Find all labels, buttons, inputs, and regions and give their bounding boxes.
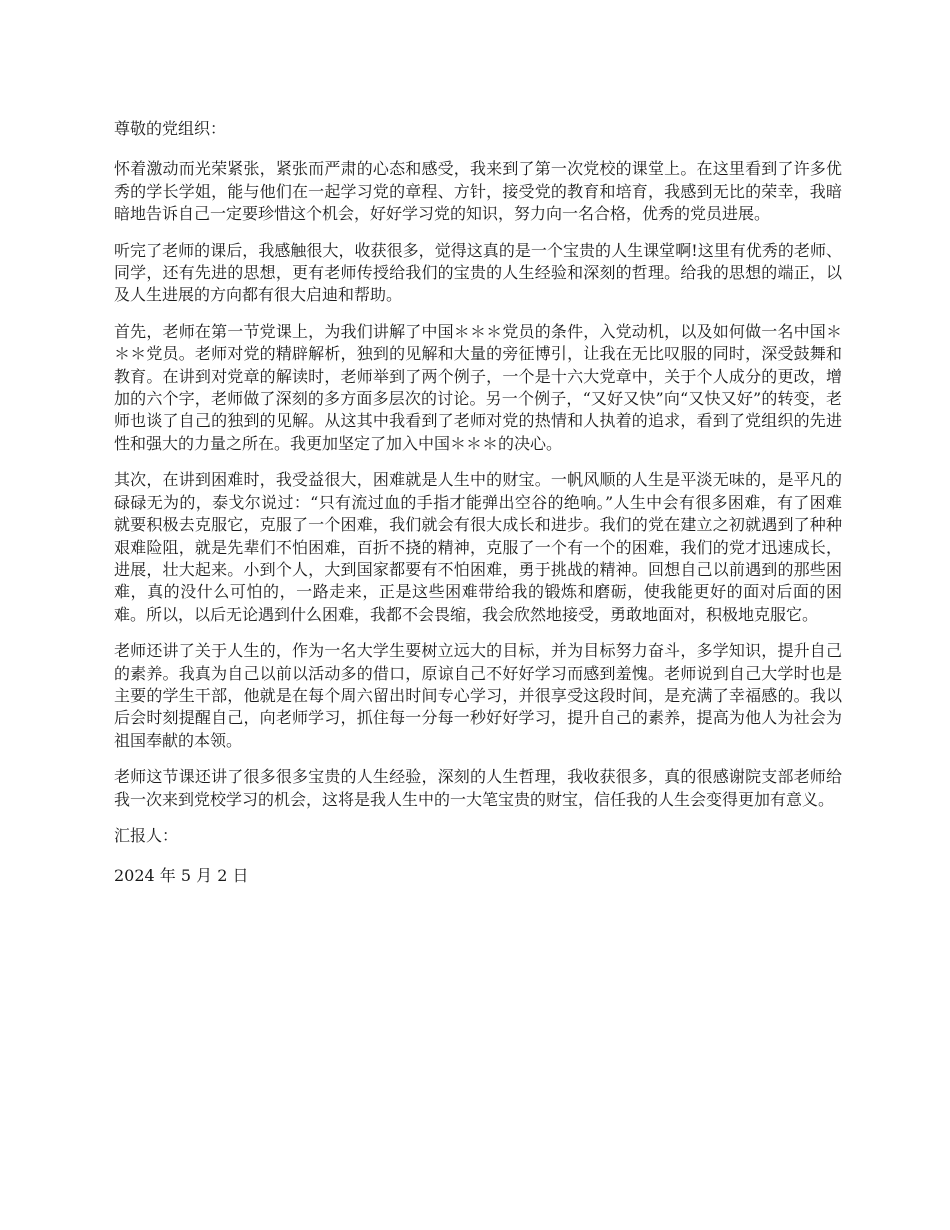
paragraph-5: 老师还讲了关于人生的，作为一名大学生要树立远大的目标，并为目标努力奋斗，多学知识，提升自己的素养。我真为自己以前以活动多的借口，原谅自己不好好学习而感到羞愧。老师说到自己大学时也是主要的学生干部，他就是在每个周六留出时间专心学习，并很享受这段时间，是充满了幸福感的。我以后会时刻提醒自己，向老师学习，抓住每一分每一秒好好学习，提升自己的素养，提高为他人为社会为祖国奉献的本领。 [114,641,842,750]
report-date: 2024 年 5 月 2 日 [114,866,249,886]
signature-label: 汇报人： [114,825,179,845]
document-page [114,118,842,902]
salutation: 尊敬的党组织： [114,119,227,138]
paragraph-6: 老师这节课还讲了很多很多宝贵的人生经验，深刻的人生哲理，我收获很多，真的很感谢院支部老师给我一次来到党校学习的机会，这将是我人生中的一大笔宝贵的财宝，信任我的人生会变得更加有意义。 [114,767,842,809]
paragraph-3: 首先，老师在第一节党课上，为我们讲解了中国＊＊＊党员的条件，入党动机，以及如何做一名中国＊＊＊党员。老师对党的精辟解析，独到的见解和大量的旁征博引，让我在无比叹服的同时，深受鼓舞和教育。在讲到对党章的解读时，老师举到了两个例子，一个是十六大党章中，关于个人成分的更改，增加的六个字，老师做了深刻的多方面多层次的讨论。另一个例子，“又好又快”向“又快又好”的转变，老师也谈了自己的独到的见解。从这其中我看到了老师对党的热情和人执着的追求，看到了党组织的先进性和强大的力量之所在。我更加坚定了加入中国＊＊＊的决心。 [114,321,842,453]
paragraph-2: 听完了老师的课后，我感触很大，收获很多，觉得这真的是一个宝贵的人生课堂啊!这里有优秀的老师、同学，还有先进的思想，更有老师传授给我们的宝贵的人生经验和深刻的哲理。给我的思想的端正，以及人生进展的方向都有很大启迪和帮助。 [114,240,842,305]
paragraph-4: 其次，在讲到困难时，我受益很大，困难就是人生中的财宝。一帆风顺的人生是平淡无味的，是平凡的碌碌无为的，泰戈尔说过：“只有流过血的手指才能弹出空谷的绝响。”人生中会有很多困难，有了困难就要积极去克服它，克服了一个困难，我们就会有很大成长和进步。我们的党在建立之初就遇到了种种艰难险阻，就是先辈们不怕困难，百折不挠的精神，克服了一个有一个的困难，我们的党才迅速成长，进展，壮大起来。小到个人，大到国家都要有不怕困难，勇于挑战的精神。回想自己以前遇到的那些困难，真的没什么可怕的，一路走来，正是这些困难带给我的锻炼和磨砺，使我能更好的面对后面的困难。所以，以后无论遇到什么困难，我都不会畏缩，我会欣然地接受，勇敢地面对，积极地克服它。 [114,470,842,624]
paragraph-1: 怀着激动而光荣紧张，紧张而严肃的心态和感受，我来到了第一次党校的课堂上。在这里看到了许多优秀的学长学姐，能与他们在一起学习党的章程、方针，接受党的教育和培育，我感到无比的荣幸，我暗暗地告诉自己一定要珍惜这个机会，好好学习党的知识，努力向一名合格，优秀的党员进展。 [114,159,842,224]
